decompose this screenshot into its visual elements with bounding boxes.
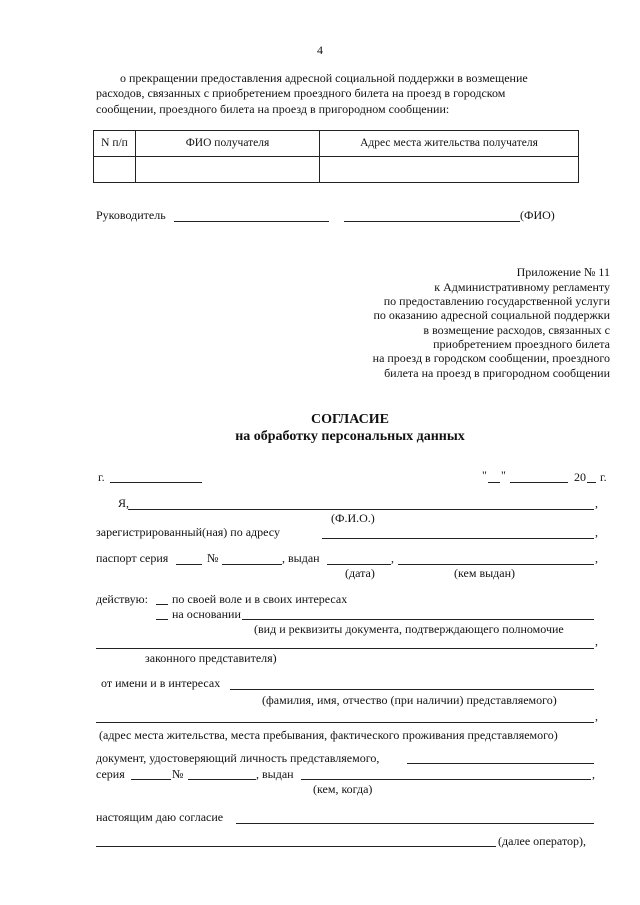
date-quote-open: " xyxy=(482,468,487,482)
appendix-line: в возмещение расходов, связанных с xyxy=(423,323,610,337)
fio-caption: (Ф.И.О.) xyxy=(331,511,375,525)
issued-label: , выдан xyxy=(256,767,294,781)
comma: , xyxy=(595,634,598,648)
consent-label: настоящим даю согласие xyxy=(96,810,224,824)
comma: , xyxy=(595,525,598,539)
appendix-line: приобретением проездного билета xyxy=(433,337,610,351)
intro-line-1: о прекращении предоставления адресной социальной поддержки в возмещение xyxy=(120,71,528,85)
signature-label: Руководитель xyxy=(96,208,166,222)
basis-checkbox[interactable] xyxy=(156,619,168,620)
who-when-caption: (кем, когда) xyxy=(313,782,373,796)
own-will-checkbox[interactable] xyxy=(156,604,168,605)
registered-address-field[interactable] xyxy=(322,538,594,539)
intro-line-2: расходов, связанных с приобретением проездного билета на проезд в городском xyxy=(96,86,506,100)
passport-issued-label: , выдан xyxy=(282,551,320,565)
table-row xyxy=(94,157,579,183)
appendix-line: к Административному регламенту xyxy=(434,280,610,294)
passport-series-field[interactable] xyxy=(176,564,202,565)
basis-field[interactable] xyxy=(242,619,594,620)
recipients-table xyxy=(93,130,579,183)
comma: , xyxy=(595,709,598,723)
series-field[interactable] xyxy=(131,779,171,780)
comma: , xyxy=(595,551,598,565)
i-label: Я, xyxy=(118,496,130,510)
appendix-line: Приложение № 11 xyxy=(516,265,610,279)
appendix-line: по оказанию адресной социальной поддержки xyxy=(373,308,610,322)
date-caption: (дата) xyxy=(345,566,375,580)
table-cell xyxy=(136,157,320,183)
passport-no-label: № xyxy=(207,551,219,565)
page-number: 4 xyxy=(317,43,323,57)
represented-fio-field[interactable] xyxy=(230,689,594,690)
table-cell xyxy=(94,157,136,183)
comma: , xyxy=(391,551,394,565)
consent-field[interactable] xyxy=(236,823,594,824)
operator-label: (далее оператор), xyxy=(498,834,587,848)
appendix-line: по предоставлению государственной услуги xyxy=(383,294,610,308)
year-field[interactable] xyxy=(587,482,596,483)
passport-issuer-field[interactable] xyxy=(398,564,594,565)
basis-label: на основании xyxy=(172,607,241,621)
signature-name-line[interactable] xyxy=(344,221,520,222)
appendix-line: на проезд в городском сообщении, проездного xyxy=(372,351,610,365)
passport-series-label: паспорт серия xyxy=(96,551,169,565)
year-suffix: г. xyxy=(600,470,607,484)
issuer-caption: (кем выдан) xyxy=(454,566,516,580)
legal-rep-caption: законного представителя) xyxy=(145,651,277,665)
no-label: № xyxy=(172,767,184,781)
id-issuer-field[interactable] xyxy=(301,779,591,780)
table-header-cell: ФИО получателя xyxy=(136,131,320,157)
id-number-field[interactable] xyxy=(188,779,256,780)
appendix-line: билета на проезд в пригородном сообщении xyxy=(384,366,610,380)
document-title: СОГЛАСИЕ xyxy=(311,412,389,427)
registered-label: зарегистрированный(ная) по адресу xyxy=(96,525,280,539)
table-header-cell: Адрес места жительства получателя xyxy=(320,131,579,157)
own-will-label: по своей воле и в своих интересах xyxy=(172,592,348,606)
intro-line-3: сообщении, проездного билета на проезд в пригородном сообщении: xyxy=(96,102,450,116)
comma: , xyxy=(592,767,595,781)
table-cell xyxy=(320,157,579,183)
represented-caption: (фамилия, имя, отчество (при наличии) представляемого) xyxy=(262,693,557,707)
comma: , xyxy=(595,496,598,510)
on-behalf-label: от имени и в интересах xyxy=(101,676,221,690)
id-doc-label: документ, удостоверяющий личность представляемого, xyxy=(96,751,380,765)
passport-number-field[interactable] xyxy=(222,564,282,565)
operator-field[interactable] xyxy=(96,846,496,847)
series-label: серия xyxy=(96,767,125,781)
represented-address-field[interactable] xyxy=(96,722,594,723)
signature-line[interactable] xyxy=(174,221,329,222)
date-quote-close: " xyxy=(501,468,506,482)
month-field[interactable] xyxy=(510,482,568,483)
passport-date-field[interactable] xyxy=(327,564,391,565)
address-caption: (адрес места жительства, места пребывания, фактического проживания представляемого) xyxy=(99,728,558,742)
fio-field[interactable] xyxy=(128,509,594,510)
acting-label: действую: xyxy=(96,592,148,606)
basis-continuation-field[interactable] xyxy=(96,648,594,649)
table-header-cell: N п/п xyxy=(94,131,136,157)
city-field[interactable] xyxy=(110,482,202,483)
table-header-row xyxy=(94,131,579,157)
city-prefix: г. xyxy=(98,470,105,484)
doc-caption: (вид и реквизиты документа, подтверждающего полномочие xyxy=(254,622,564,636)
year-prefix: 20 xyxy=(574,470,586,484)
id-doc-field[interactable] xyxy=(407,763,594,764)
day-field[interactable] xyxy=(488,482,500,483)
signature-fio-caption: (ФИО) xyxy=(520,208,555,222)
document-subtitle: на обработку персональных данных xyxy=(235,429,465,444)
